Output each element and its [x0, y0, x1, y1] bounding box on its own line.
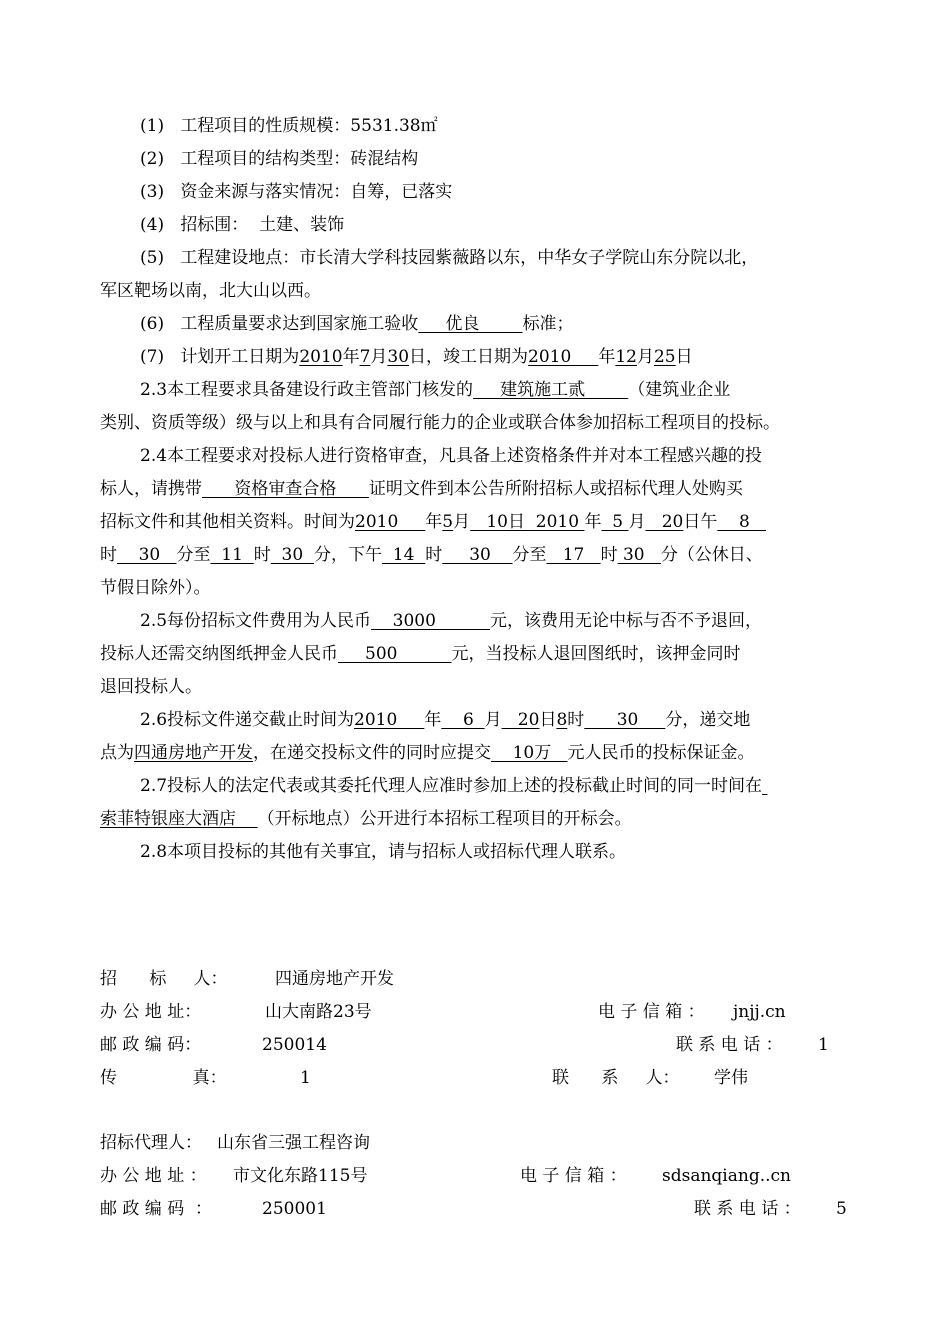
text-span: 8 [556, 710, 568, 730]
quality-value: 优良 [418, 314, 523, 334]
para-2-3-line2: 类别、资质等级）级与以上和具有合同履行能力的企业或联合体参加招标工程项目的投标。 [100, 413, 780, 433]
text-span: 月 [453, 512, 471, 532]
deposit-amount: 500 [338, 644, 452, 664]
para-2-5-line3: 退回投标人。 [100, 677, 202, 697]
text-span: 时 [253, 545, 271, 565]
item-4 [140, 214, 344, 236]
text-span: 2.6投标文件递交截止时间为 [140, 710, 355, 730]
start-month: 7 [359, 347, 371, 367]
text-span: （建筑业企业 [628, 380, 731, 400]
text-span: 年 [584, 512, 602, 532]
tenderer-fax-label: 传 真： [100, 1068, 227, 1088]
para-2-8: 2.8本项目投标的其他有关事宜，请与招标人或招标代理人联系。 [140, 842, 627, 862]
text-span: 月 [636, 347, 654, 367]
document-required: 资格审查合格 [202, 479, 369, 499]
submission-place: 四通房地产开发 [134, 743, 253, 763]
text-span: 2.3本工程要求具备建设行政主管部门核发的 [140, 380, 474, 400]
item-number: (2) [140, 149, 165, 169]
text-span: 30 [270, 545, 314, 565]
para-2-7 [140, 775, 767, 797]
item-text: 工程建设地点：市长清大学科技园紫薇路以东，中华女子学院山东分院以北， [180, 248, 759, 268]
text-span: 2010 [355, 512, 426, 532]
text-span: 元，当投标人退回图纸时，该押金同时 [451, 644, 741, 664]
para-2-4-line3 [100, 511, 766, 533]
text-span: （开标地点）公开进行本招标工程项目的开标会。 [257, 809, 632, 829]
text-span: 年 [425, 512, 443, 532]
agent-name: 山东省三强工程咨询 [217, 1133, 370, 1153]
text-span: 分至 [512, 545, 547, 565]
text-span: 标准； [522, 314, 574, 334]
para-2-7-line2 [100, 808, 632, 830]
text-span: 投标人还需交纳图纸押金人民币 [100, 644, 338, 664]
item-6 [140, 313, 574, 335]
start-day: 30 [387, 347, 410, 367]
tenderer-name-label: 招 标 人： [100, 969, 228, 989]
para-2-6-line2 [100, 742, 754, 764]
text-span: 时 [600, 545, 618, 565]
text-span: 10日 2010 [470, 512, 585, 532]
bid-bond-amount: 10万 [491, 743, 568, 763]
text-span: 30 [617, 545, 661, 565]
tenderer-address-label: 办 公 地 址： [100, 1002, 202, 1022]
text-span: 日午 [683, 512, 718, 532]
para-2-4-line4 [100, 544, 763, 566]
text-span: 17 [546, 545, 601, 565]
fee-amount: 3000 [371, 611, 490, 631]
tenderer-fax: 1 [300, 1068, 311, 1088]
para-2-4: 2.4本工程要求对投标人进行资格审查，凡具备上述资格条件并对本工程感兴趣的投 [140, 446, 763, 466]
item-text: 工程项目的性质规模：5531.38㎡ [180, 116, 438, 136]
tenderer-phone-label: 联 系 电 话 ： [676, 1035, 783, 1055]
text-span: 分，下午 [313, 545, 382, 565]
text-span: 年 [424, 710, 442, 730]
text-span: 2.5每份招标文件费用为人民币 [140, 611, 372, 631]
text-span: (7) [140, 347, 165, 367]
text-span: 年 [598, 347, 616, 367]
tenderer-zip: 250014 [262, 1035, 327, 1055]
item-7 [140, 346, 693, 368]
tenderer-name: 四通房地产开发 [275, 969, 394, 989]
opening-venue: 索菲特银座大酒店 [100, 809, 258, 829]
text-span: 分至 [176, 545, 211, 565]
start-year: 2010 [299, 347, 343, 367]
text-span: 20 [645, 512, 684, 532]
tenderer-address: 山大南路23号 [265, 1002, 372, 1022]
para-2-3 [140, 379, 730, 401]
text-span: 5 [601, 512, 629, 532]
tenderer-contact: 学伟 [714, 1068, 748, 1088]
text-span: 6 [441, 710, 485, 730]
item-text: 资金来源与落实情况：自筹，已落实 [180, 182, 453, 202]
para-2-5 [140, 610, 762, 632]
tenderer-email-label: 电 子 信 箱 ： [598, 1002, 705, 1022]
item-2 [140, 148, 418, 170]
para-2-4-line5: 节假日除外）。 [100, 578, 211, 598]
item-1 [140, 115, 438, 137]
text-span: 月 [628, 512, 646, 532]
text-span: 8 [717, 512, 766, 532]
item-5-continuation: 军区靶场以南，北大山以西。 [100, 281, 321, 301]
tenderer-phone: 1 [818, 1035, 829, 1055]
text-span [762, 776, 767, 796]
text-span: (6) [140, 314, 165, 334]
text-span: 证明文件到本公告所附招标人或招标代理人处购买 [368, 479, 743, 499]
text-span: 计划开工日期为 [180, 347, 300, 367]
text-span: 分（公休日、 [660, 545, 763, 565]
text-span: 标人，请携带 [100, 479, 202, 499]
item-text: 招标围： 土建、装饰 [180, 215, 345, 235]
agent-zip: 250001 [262, 1199, 327, 1219]
item-5 [140, 247, 758, 269]
text-span: 30 [584, 710, 666, 730]
text-span: 日 [539, 710, 557, 730]
text-span: 30 [117, 545, 177, 565]
item-3 [140, 181, 452, 203]
tenderer-email: jnjj.cn [733, 1002, 786, 1022]
end-month: 12 [615, 347, 637, 367]
item-number: (3) [140, 182, 165, 202]
text-span: 11 [210, 545, 254, 565]
item-number: (5) [140, 248, 165, 268]
text-span: 5 [442, 512, 454, 532]
text-span: 元人民币的投标保证金。 [567, 743, 755, 763]
text-span: 2.7投标人的法定代表或其委托代理人应准时参加上述的投标截止时间的同一时间在 [140, 776, 763, 796]
agent-zip-label: 邮 政 编 码 ： [100, 1199, 213, 1219]
end-year: 2010 [528, 347, 599, 367]
text-span: 工程质量要求达到国家施工验收 [180, 314, 419, 334]
para-2-6 [140, 709, 750, 731]
item-number: (4) [140, 215, 165, 235]
text-span: 30 [442, 545, 513, 565]
agent-email: sdsanqiang..cn [662, 1166, 791, 1186]
text-span: 时 [567, 710, 585, 730]
item-number: (1) [140, 116, 165, 136]
text-span: 2010 [354, 710, 425, 730]
text-span: 点为 [100, 743, 134, 763]
agent-address: 市文化东路115号 [233, 1166, 368, 1186]
tenderer-contact-label: 联 系 人： [552, 1068, 680, 1088]
para-2-4-line2 [100, 478, 743, 500]
text-span: 时 [100, 545, 117, 565]
text-span: 招标文件和其他相关资料。时间为 [100, 512, 355, 532]
agent-email-label: 电 子 信 箱 ： [520, 1166, 627, 1186]
agent-name-label: 招标代理人： [100, 1133, 202, 1153]
text-span: 月 [370, 347, 388, 367]
text-span: 元，该费用无论中标与否不予退回， [489, 611, 762, 631]
text-span: 14 [381, 545, 426, 565]
text-span: 年 [342, 347, 360, 367]
qualification-value: 建筑施工贰 [473, 380, 629, 400]
end-day: 25 [653, 347, 676, 367]
para-2-5-line2 [100, 643, 741, 665]
text-span: 日，竣工日期为 [409, 347, 529, 367]
text-span: 日 [675, 347, 693, 367]
agent-phone-label: 联 系 电 话 ： [694, 1199, 801, 1219]
agent-phone: 5 [836, 1199, 847, 1219]
text-span: 20 [501, 710, 540, 730]
text-span: 时 [425, 545, 443, 565]
agent-address-label: 办 公 地 址 ： [100, 1166, 207, 1186]
item-text: 工程项目的结构类型：砖混结构 [180, 149, 419, 169]
text-span: ，在递交投标文件的同时应提交 [253, 743, 491, 763]
text-span: 月 [484, 710, 502, 730]
text-span: 分，递交地 [665, 710, 751, 730]
tenderer-zip-label: 邮 政 编 码： [100, 1035, 202, 1055]
